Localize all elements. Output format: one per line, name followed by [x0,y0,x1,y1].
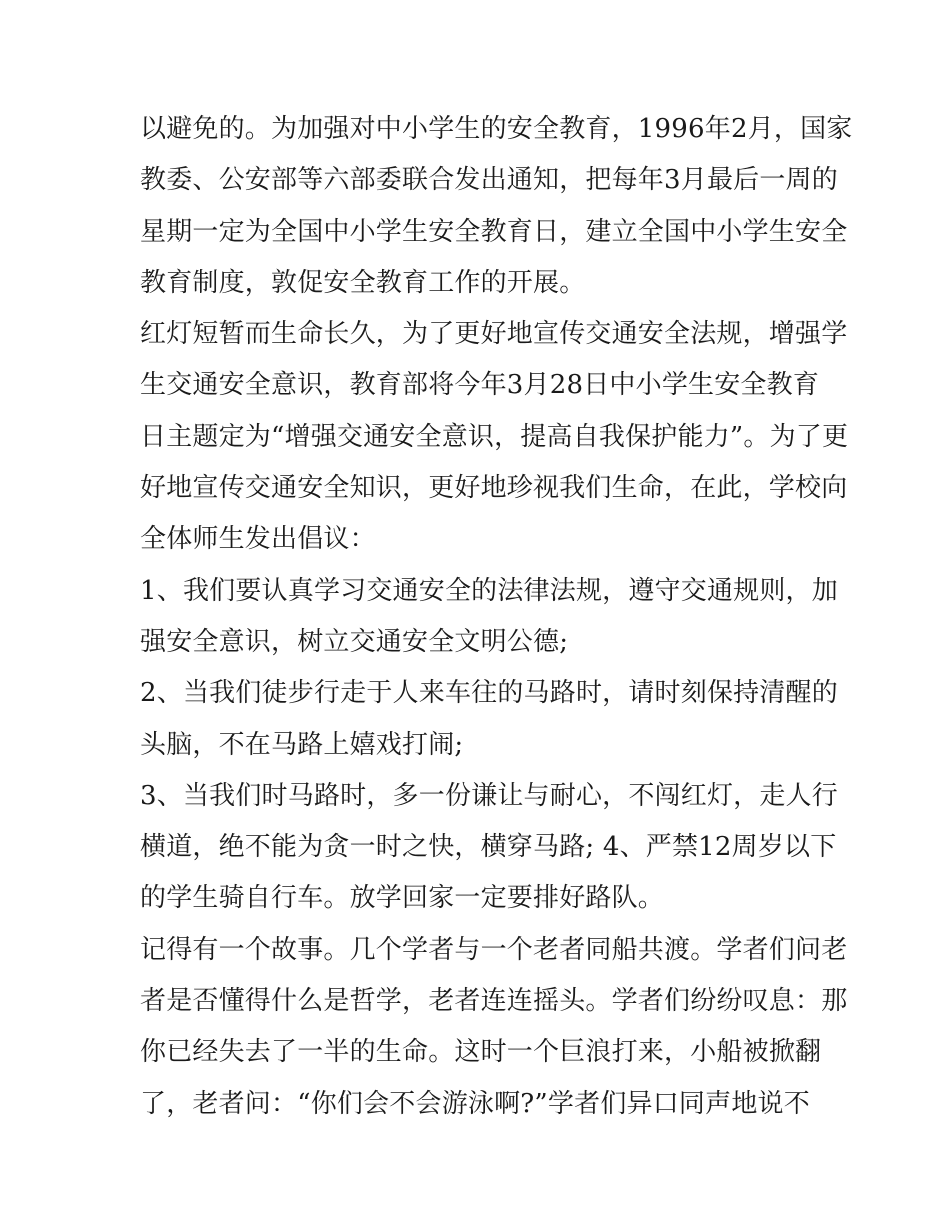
text-line: 记得有一个故事。几个学者与一个老者同船共渡。学者们问老 [140,934,848,965]
text-line: 了，老者问：“你们会不会游泳啊?”学者们异口同声地说不 [140,1088,810,1119]
text-line: 教育制度，敦促安全教育工作的开展。 [140,267,586,298]
text-line: 横道，绝不能为贪一时之快，横穿马路; 4、严禁12周岁以下 [140,832,837,863]
text-line: 3、当我们时马路时，多一份谦让与耐心，不闯红灯，走人行 [140,780,838,811]
text-line: 者是否懂得什么是哲学，老者连连摇头。学者们纷纷叹息：那 [140,986,848,1017]
text-line: 好地宣传交通安全知识，更好地珍视我们生命，在此，学校向 [140,473,848,504]
text-line: 全体师生发出倡议： [140,524,376,555]
text-line: 你已经失去了一半的生命。这时一个巨浪打来，小船被掀翻 [140,1037,822,1068]
document-body [140,104,853,1130]
text-line: 强安全意识，树立交通安全文明公德; [140,626,569,657]
text-line: 1、我们要认真学习交通安全的法律法规，遵守交通规则，加 [140,575,838,606]
text-line: 教委、公安部等六部委联合发出通知，把每年3月最后一周的 [140,165,838,196]
text-line: 星期一定为全国中小学生安全教育日，建立全国中小学生安全 [140,216,848,247]
text-line: 2、当我们徒步行走于人来车往的马路时，请时刻保持清醒的 [140,678,838,709]
text-line: 以避免的。为加强对中小学生的安全教育，1996年2月，国家 [140,114,853,144]
text-line: 红灯短暂而生命长久，为了更好地宣传交通安全法规，增强学 [140,319,848,350]
text-line: 的学生骑自行车。放学回家一定要排好路队。 [140,883,665,914]
text-line: 日主题定为“增强交通安全意识，提高自我保护能力”。为了更 [140,421,849,452]
text-line: 生交通安全意识，教育部将今年3月28日中小学生安全教育 [140,370,820,401]
text-line: 头脑，不在马路上嬉戏打闹; [140,729,464,760]
